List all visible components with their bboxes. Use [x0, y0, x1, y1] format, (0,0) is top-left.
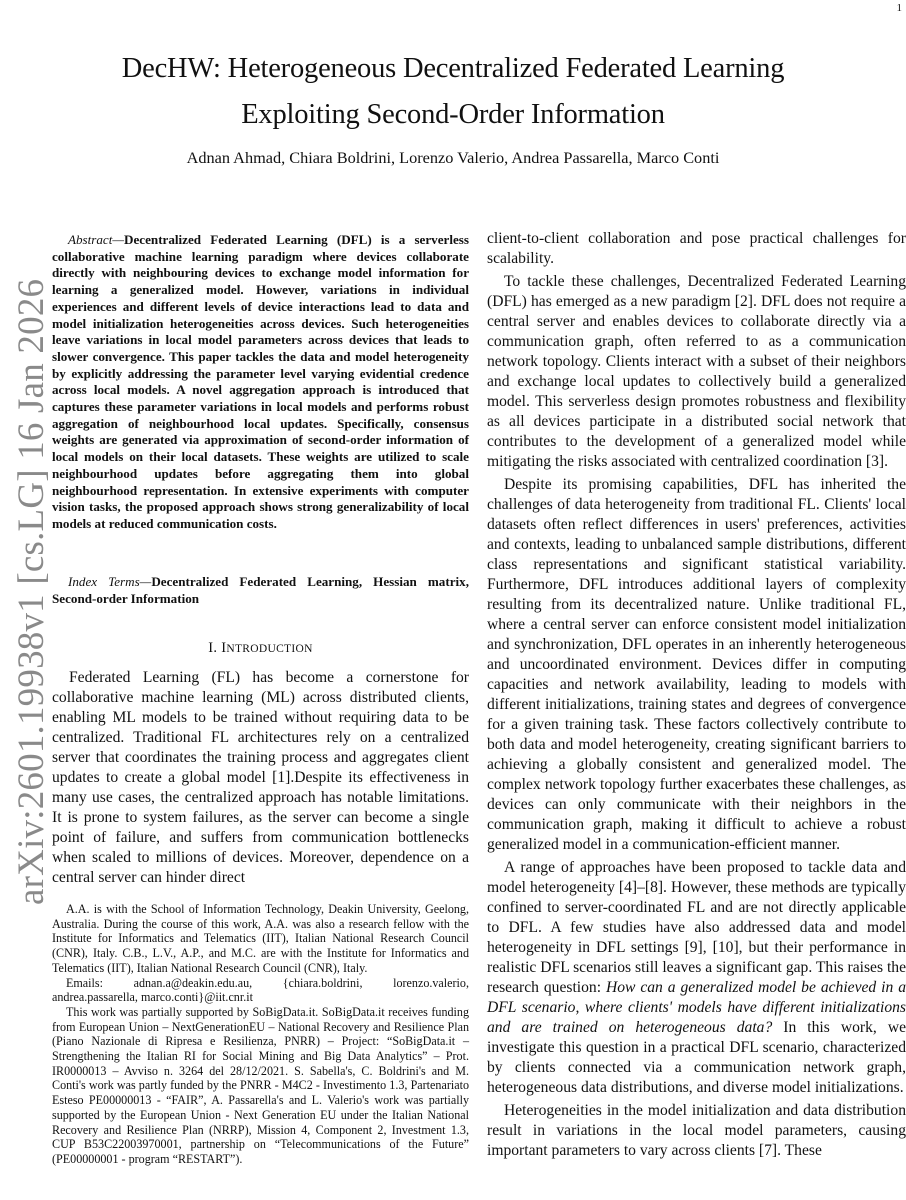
paragraph-4-tail: In this work, we investigate this question in a practical DFL scenario, characterized by clients connected via a communication network graph, heterogeneous data distributions, and diverse model initializations.: [487, 1019, 906, 1096]
index-terms: [52, 574, 469, 607]
intro-paragraph-3: Despite its promising capabilities, DFL has inherited the challenges of data heterogeneity from traditional FL. Clients' local datasets often reflect differences in users' preferences, activities and contexts, leading to unbalanced sample distributions, different class representations and significant statistical variability. Furthermore, DFL introduces additional layers of complexity resulting from its decentralized nature. Unlike traditional FL, where a central server can enforce consistent model initialization and synchronization, DFL operates in an inherently heterogeneous and uncoordinated environment. Devices differ in computing capacities and network availability, leading to models with different initializations, training states and degrees of convergence for a given training task. These factors collectively contribute to both data and model heterogeneity, creating significant barriers to achieving a globally consistent and generalized model. The complex network topology further exacerbates these challenges, as devices can only communicate with their neighbors in the communication graph, making it difficult to achieve a robust generalized model in a communication-efficient manner.: [487, 476, 906, 853]
section-numeral: I.: [208, 640, 222, 656]
abstract-text: Decentralized Federated Learning (DFL) is a serverless collaborative machine learning paradigm where devices collaborate directly with neighbouring devices to exchange model information for learning a generalized model. However, variations in individual experiences and different levels of device interactions lead to data and model initialization heterogeneities across devices. Such heterogeneities leave variations in local model parameters across devices that leads to slower convergence. This paper tackles the data and model heterogeneity by explicitly addressing the parameter level varying evidential credence across local models. A novel aggregation approach is introduced that captures these parameter variations in local models and performs robust aggregation of neighbourhood local updates. Specifically, consensus weights are generated via approximation of second-order information of local models on their local datasets. These weights are utilized to scale neighbourhood updates before aggregating them into global neighbourhood representation. In extensive experiments with computer vision tasks, the proposed approach shows strong generalizability of local models at reduced communication costs.: [52, 232, 469, 531]
footnote-emails: Emails: adnan.a@deakin.edu.au, {chiara.boldrini, lorenzo.valerio, andrea.passarella, marco.conti}@iit.cnr.it: [52, 975, 469, 1005]
footnote-funding: This work was partially supported by SoBigData.it. SoBigData.it receives funding from European Union – NextGenerationEU – National Recovery and Resilience Plan (Piano Nazionale di Ripresa e Resilienza, PNRR) – Project: “SoBigData.it – Strengthening the Italian RI for Social Mining and Big Data Analytics” – Prot. IR0000013 – Avviso n. 3264 del 28/12/2021. S. Sabella's, C. Boldrini's and M. Conti's work was partly funded by the PNRR - M4C2 - Investimento 1.3, Partenariato Esteso PE00000013 - “FAIR”, A. Passarella's and L. Valerio's work was partially supported by the European Union - Next Generation EU under the Italian National Recovery and Resilience Plan (NRRP), Mission 4, Component 2, Investment 1.3, CUP B53C22003970001, partnership on “Telecommunications of the Future” (PE00000001 - program “RESTART”).: [52, 1004, 469, 1166]
intro-left-column: [52, 668, 469, 888]
section-title-smallcaps: NTRODUCTION: [226, 643, 313, 655]
author-list: Adnan Ahmad, Chiara Boldrini, Lorenzo Valerio, Andrea Passarella, Marco Conti: [186, 148, 720, 167]
abstract-label: Abstract—: [68, 232, 125, 247]
index-terms-text: Decentralized Federated Learning, Hessian matrix, Second-order Information: [52, 574, 469, 606]
paragraph-4-lead: A range of approaches have been proposed to tackle data and model heterogeneity [4]–[8]. However, these methods are typically confined to server-coordinated FL and are not directly applicable to DFL. A few studies have also addressed data and model heterogeneity in DFL settings [9], [10], but their performance in realistic DFL scenarios still leaves a significant gap. This raises the research question:: [487, 859, 906, 996]
intro-paragraph-1-continued: client-to-client collaboration and pose practical challenges for scalability.: [487, 230, 906, 267]
footnote-affiliation: A.A. is with the School of Information Technology, Deakin University, Geelong, Australia. During the course of this work, A.A. was also a research fellow with the Institute for Informatics and Telematics (IIT), Italian National Research Council (CNR), Italy. C.B., L.V., A.P., and M.C. are with the Institute for Informatics and Telematics (IIT), Italian National Research Council (CNR), Italy.: [52, 902, 469, 975]
section-title-initial: I: [221, 640, 227, 656]
abstract: [52, 232, 469, 533]
intro-paragraph-4: [487, 858, 906, 1098]
page-number: 1: [896, 2, 902, 14]
paper-title-line-1: DecHW: Heterogeneous Decentralized Federated Learning: [121, 53, 785, 84]
intro-paragraph-2: To tackle these challenges, Decentralized Federated Learning (DFL) has emerged as a new paradigm [2]. DFL does not require a central server and enables devices to collaborate directly via a communication graph, often referred to as a communication network topology. Clients interact with a subset of their neighbors and exchange local updates to collectively build a generalized model. This serverless design promotes robustness and flexibility as all devices participate in a distributed social network that contributes to the development of a generalized model while mitigating the risks associated with centralized coordination [3].: [487, 273, 906, 470]
right-column: [487, 229, 906, 1161]
arxiv-stamp: arXiv:2601.19938v1 [cs.LG] 16 Jan 2026: [11, 278, 52, 905]
footnotes: [52, 902, 469, 1167]
research-question: How can a generalized model be achieved in a DFL scenario, where clients' models have different initializations and are trained on heterogeneous data?: [487, 979, 906, 1036]
intro-paragraph-5: Heterogeneities in the model initialization and data distribution result in variations in the local model parameters, causing important parameters to vary across clients [7]. These: [487, 1102, 906, 1159]
section-heading-introduction: [52, 640, 469, 657]
paper-title-line-2: Exploiting Second-Order Information: [241, 99, 665, 130]
index-terms-label: Index Terms—: [68, 574, 152, 589]
intro-paragraph-1: Federated Learning (FL) has become a cornerstone for collaborative machine learning (ML) across distributed clients, enabling ML models to be trained without requiring data to be centralized. Traditional FL architectures rely on a centralized server that coordinates the training process and aggregates client updates to create a global model [1].Despite its effectiveness in many use cases, the centralized approach has notable limitations. It is prone to system failures, as the server can become a single point of failure, and suffers from communication bottlenecks when scaled to millions of devices. Moreover, dependence on a central server can hinder direct: [52, 669, 469, 886]
